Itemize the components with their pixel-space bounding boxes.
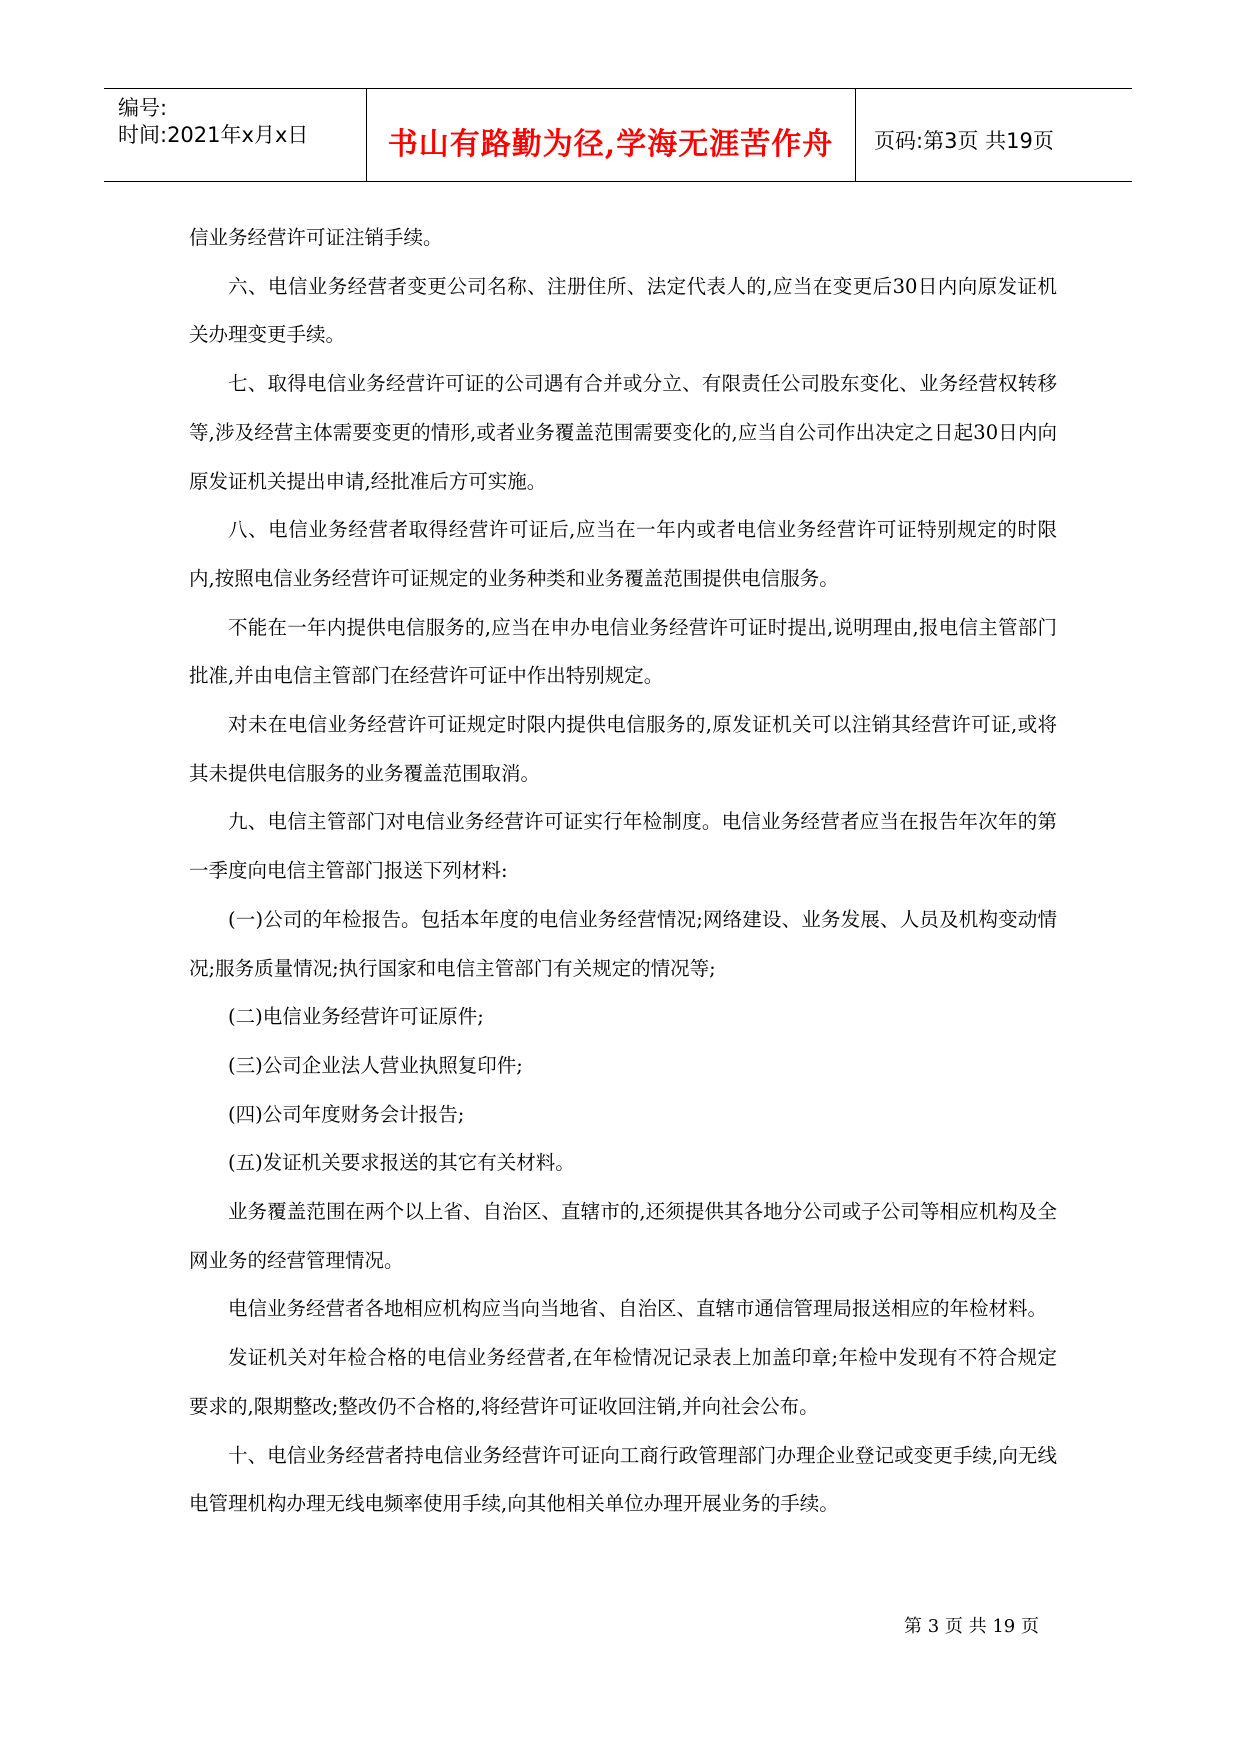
- paragraph: 不能在一年内提供电信服务的,应当在申办电信业务经营许可证时提出,说明理由,报电信主管部门批准,并由电信主管部门在经营许可证中作出特别规定。: [189, 615, 1057, 688]
- document-time-label: 时间:2021年x月x日: [118, 123, 309, 147]
- paragraph: 十、电信业务经营者持电信业务经营许可证向工商行政管理部门办理企业登记或变更手续,向无线电管理机构办理无线电频率使用手续,向其他相关单位办理开展业务的手续。: [189, 1443, 1057, 1516]
- paragraph: (四)公司年度财务会计报告;: [228, 1102, 465, 1126]
- page-footer: 第 3 页 共 19 页: [904, 1616, 1039, 1637]
- header-motto: 书山有路勤为径,学海无涯苦作舟: [387, 127, 834, 162]
- paragraph: 信业务经营许可证注销手续。: [189, 226, 443, 249]
- header-divider: [855, 89, 856, 181]
- header-meta: [118, 95, 308, 149]
- paragraph: 业务覆盖范围在两个以上省、自治区、直辖市的,还须提供其各地分公司或子公司等相应机构及全网业务的经营管理情况。: [189, 1200, 1057, 1272]
- page-header: [104, 88, 1132, 182]
- document-body: [189, 214, 1057, 1529]
- paragraph: 六、电信业务经营者变更公司名称、注册住所、法定代表人的,应当在变更后30日内向原发证机关办理变更手续。: [189, 274, 1057, 347]
- paragraph: 对未在电信业务经营许可证规定时限内提供电信服务的,原发证机关可以注销其经营许可证,或将其未提供电信服务的业务覆盖范围取消。: [189, 713, 1057, 785]
- paragraph: 九、电信主管部门对电信业务经营许可证实行年检制度。电信业务经营者应当在报告年次年的第一季度向电信主管部门报送下列材料:: [189, 810, 1057, 883]
- paragraph: (二)电信业务经营许可证原件;: [228, 1005, 484, 1029]
- paragraph: 八、电信业务经营者取得经营许可证后,应当在一年内或者电信业务经营许可证特别规定的时限内,按照电信业务经营许可证规定的业务种类和业务覆盖范围提供电信服务。: [189, 518, 1057, 590]
- paragraph: 七、取得电信业务经营许可证的公司遇有合并或分立、有限责任公司股东变化、业务经营权转移等,涉及经营主体需要变更的情形,或者业务覆盖范围需要变化的,应当自公司作出决定之日起30日内向原发证机关提出申请,经批准后方可实施。: [189, 372, 1057, 493]
- paragraph: (一)公司的年检报告。包括本年度的电信业务经营情况;网络建设、业务发展、人员及机构变动情况;服务质量情况;执行国家和电信主管部门有关规定的情况等;: [189, 907, 1057, 980]
- paragraph: 发证机关对年检合格的电信业务经营者,在年检情况记录表上加盖印章;年检中发现有不符合规定要求的,限期整改;整改仍不合格的,将经营许可证收回注销,并向社会公布。: [189, 1346, 1057, 1418]
- document-number-label: 编号:: [118, 96, 168, 120]
- paragraph: (五)发证机关要求报送的其它有关材料。: [228, 1151, 575, 1175]
- paragraph: (三)公司企业法人营业执照复印件;: [228, 1053, 523, 1077]
- paragraph: 电信业务经营者各地相应机构应当向当地省、自治区、直辖市通信管理局报送相应的年检材料。: [228, 1297, 1048, 1321]
- header-page-number: 页码:第3页 共19页: [874, 129, 1054, 153]
